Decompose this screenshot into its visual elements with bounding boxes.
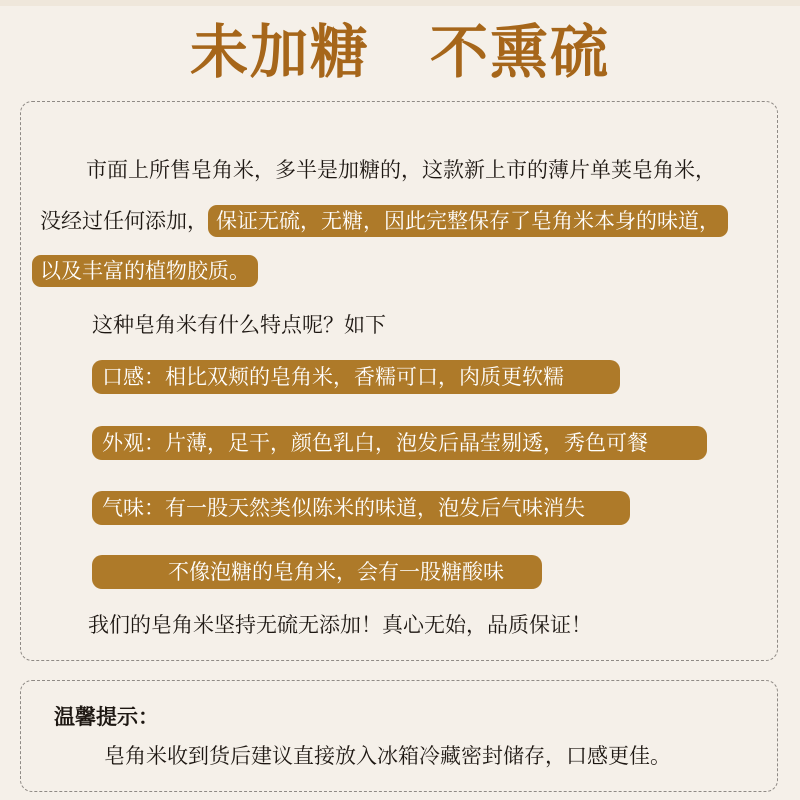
tip-text: 皂角米收到货后建议直接放入冰箱冷藏密封储存，口感更佳。: [104, 744, 671, 768]
closing-statement: 我们的皂角米坚持无硫无添加！真心无始，品质保证！: [88, 613, 592, 637]
page-title: 未加糖 不熏硫: [189, 18, 610, 86]
feature-taste: 口感：相比双颊的皂角米，香糯可口，肉质更软糯: [92, 360, 620, 394]
feature-no-sugar-acid: 不像泡糖的皂角米，会有一股糖酸味: [92, 555, 542, 589]
no-sulfur-highlight: 保证无硫，无糖，因此完整保存了皂角米本身的味道，: [208, 205, 728, 237]
intro-line-2-plain: 没经过任何添加，: [40, 209, 208, 233]
tip-panel: [20, 680, 778, 792]
feature-appearance: 外观：片薄，足干，颜色乳白，泡发后晶莹剔透，秀色可餐: [92, 426, 707, 460]
intro-line-1: 市面上所售皂角米，多半是加糖的，这款新上市的薄片单荚皂角米，: [86, 158, 716, 182]
tip-title: 温馨提示：: [54, 705, 159, 729]
intro-line-3: [32, 255, 258, 287]
top-strip: [0, 0, 800, 6]
features-question: 这种皂角米有什么特点呢？如下: [92, 313, 386, 337]
intro-line-2: [40, 205, 728, 237]
plant-gum-highlight: 以及丰富的植物胶质。: [32, 255, 258, 287]
feature-smell: 气味：有一股天然类似陈米的味道，泡发后气味消失: [92, 491, 630, 525]
